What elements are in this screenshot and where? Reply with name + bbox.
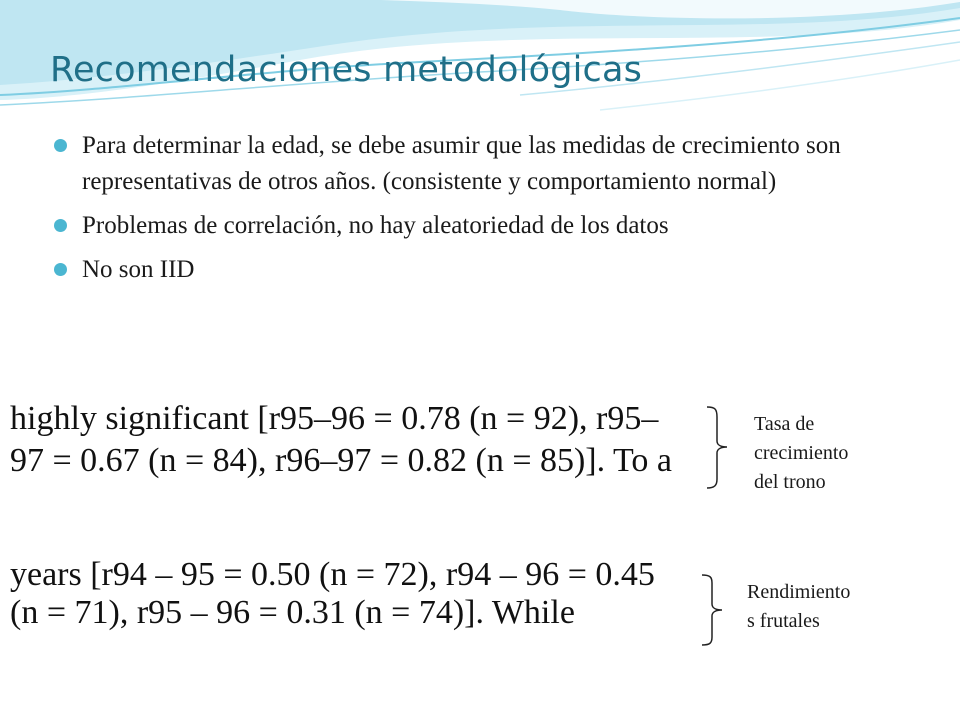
bullet-dot-icon xyxy=(54,263,67,276)
bullet-text: No son IID xyxy=(82,256,195,283)
excerpt-line: years [r94 – 95 = 0.50 (n = 72), r94 – 96 = 0.45 xyxy=(10,556,655,593)
slide-title: Recomendaciones metodológicas xyxy=(50,50,643,90)
bullet-item xyxy=(52,252,912,288)
bullet-item xyxy=(52,128,912,200)
label-trunk-growth: Tasa de crecimiento del trono xyxy=(754,413,849,493)
paper-excerpt-trunk-growth xyxy=(10,395,690,495)
bullet-text: Para determinar la edad, se debe asumir que las medidas de crecimiento son representativas de otros años. (consistente y comportamiento normal) xyxy=(82,132,841,195)
right-brace-icon xyxy=(705,405,729,490)
bullet-item xyxy=(52,208,912,244)
bullet-dot-icon xyxy=(54,139,67,152)
label-fruit-yield: Rendimiento s frutales xyxy=(747,581,851,632)
excerpt-line: (n = 71), r95 – 96 = 0.31 (n = 74)]. While xyxy=(10,594,575,631)
bullet-list xyxy=(52,128,912,296)
bullet-dot-icon xyxy=(54,219,67,232)
excerpt-line: highly significant [r95–96 = 0.78 (n = 92), r95– xyxy=(10,400,659,437)
excerpt-line: 97 = 0.67 (n = 84), r96–97 = 0.82 (n = 85)]. To a xyxy=(10,442,673,479)
right-brace-icon xyxy=(700,573,724,647)
bullet-text: Problemas de correlación, no hay aleatoriedad de los datos xyxy=(82,212,669,239)
paper-excerpt-fruit-yield xyxy=(10,555,690,650)
